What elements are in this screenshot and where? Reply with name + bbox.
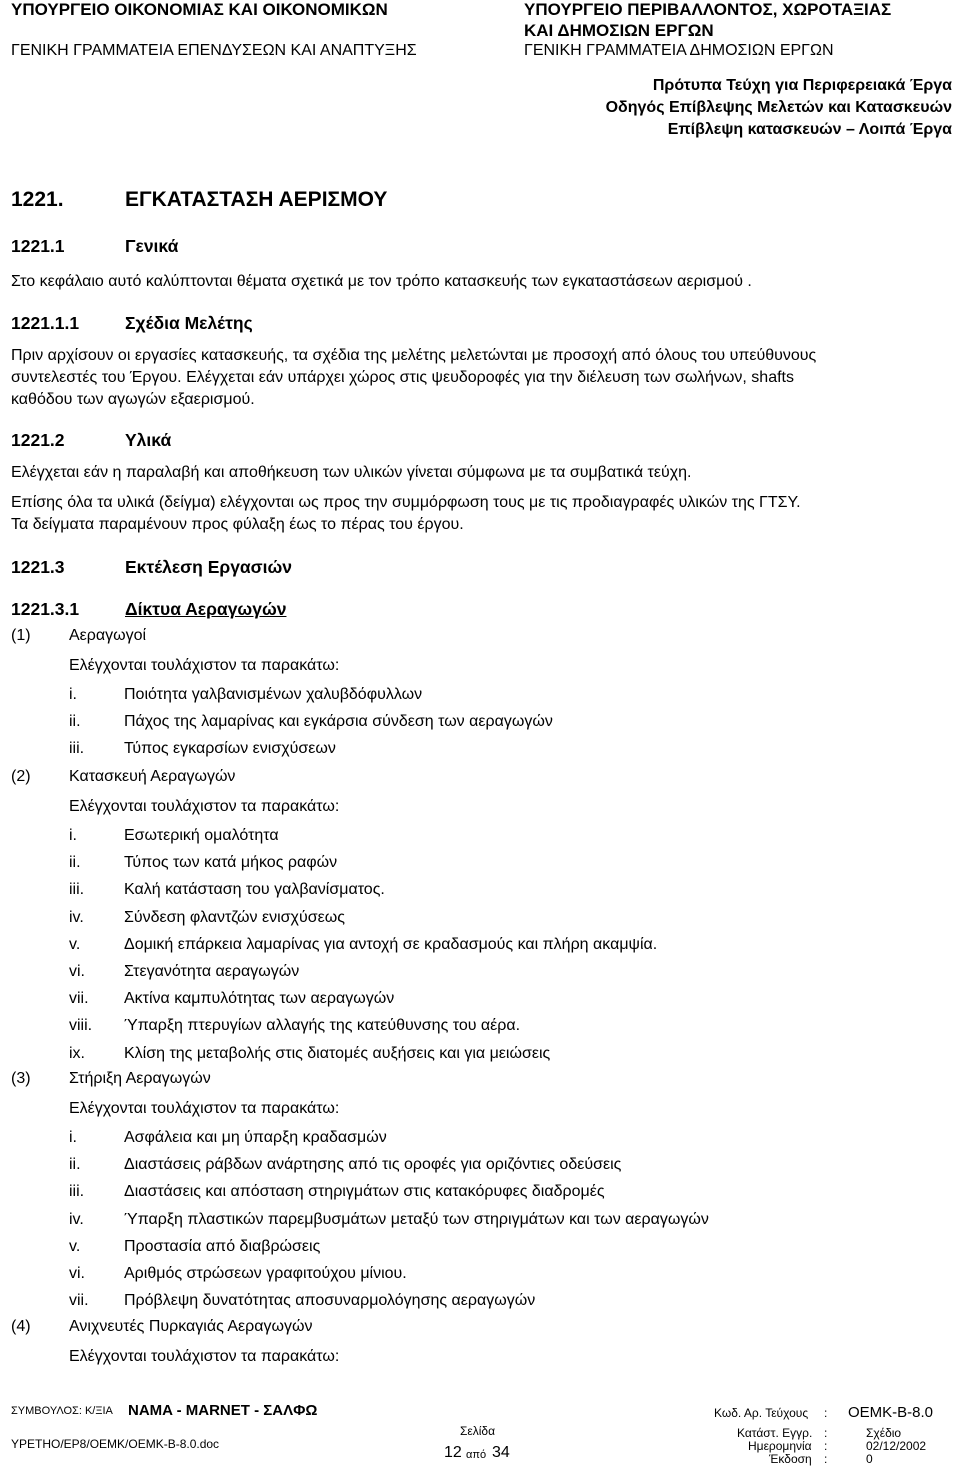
list-item: Εσωτερική ομαλότητα [124,827,279,844]
subsection-title: Δίκτυα Αεραγωγών [125,599,287,619]
list-item-number: vii. [69,1292,89,1310]
list-item: Διαστάσεις ράβδων ανάρτησης από τις οροφές για οριζόντιες οδεύσεις [124,1156,622,1174]
list-item-number: vi. [69,963,85,980]
page-total: 34 [492,1444,510,1461]
list-item-number: ii. [69,1156,81,1174]
left-secretariat: ΓΕΝΙΚΗ ΓΡΑΜΜΑΤΕΙΑ ΕΠΕΝΔΥΣΕΩΝ ΚΑΙ ΑΝΑΠΤΥΞΗΣ [11,42,417,59]
list-item: Πάχος της λαμαρίνας και εγκάρσια σύνδεση των αεραγωγών [124,713,553,731]
colon: : [824,1439,828,1453]
list-item: Δομική επάρκεια λαμαρίνας για αντοχή σε κραδασμούς και πλήρη ακαμψία. [124,935,658,953]
list-item-number: vi. [69,1265,85,1282]
paragraph-line: Τα δείγματα παραμένουν προς φύλαξη έως το πέρας του έργου. [11,516,464,533]
doc-subtitle: Επίβλεψη κατασκευών – Λοιπά Έργα [667,121,952,138]
group-number: (2) [11,768,31,785]
file-name: ΥΡΕΤΗΟ/ΕΡ8/ΟΕΜΚ/ΟΕΜΚ-Β-8.0.doc [11,1437,220,1451]
subsection-number: 1221.2 [11,430,65,450]
advisor-label: ΣΥΜΒΟΥΛΟΣ: Κ/ΞΙΑ [11,1405,113,1417]
list-item: Διαστάσεις και απόσταση στηριγμάτων στις κατακόρυφες διαδρομές [124,1183,605,1201]
paragraph-line: Επίσης όλα τα υλικά (δείγμα) ελέγχονται ως προς την συμμόρφωση τους με τις προδιαγραφές υλικών της ΓΤΣΥ. [11,494,801,511]
group-intro: Ελέγχονται τουλάχιστον τα παρακάτω: [69,1348,340,1365]
subsection-title: Εκτέλεση Εργασιών [125,557,293,577]
list-item-number: ii. [69,713,81,731]
group-intro: Ελέγχονται τουλάχιστον τα παρακάτω: [69,1100,340,1117]
doc-series-title: Πρότυπα Τεύχη για Περιφερειακά Έργα [652,77,952,94]
advisor-name: NAMA - MARNET - ΣΑΛΦΩ [128,1402,318,1419]
edition-value: 0 [866,1452,873,1466]
list-item: Τύπος των κατά μήκος ραφών [124,854,338,872]
list-item-number: iii. [69,881,85,899]
list-item-number: viii. [69,1017,93,1035]
list-item-number: i. [69,686,77,703]
list-item-number: ix. [69,1044,85,1062]
subsection-number: 1221.1 [11,236,65,256]
subsection-number: 1221.3.1 [11,599,80,619]
list-item: Σύνδεση φλαντζών ενισχύσεως [124,908,345,926]
list-item: Κλίση της μεταβολής στις διατομές αυξήσεις και για μειώσεις [124,1044,551,1062]
list-item: Ύπαρξη πτερυγίων αλλαγής της κατεύθυνσης του αέρα. [124,1017,521,1035]
list-item: Αριθμός στρώσεων γραφιτούχου μίνιου. [124,1265,407,1282]
page-label: Σελίδα [460,1424,496,1438]
colon: : [824,1406,828,1420]
date-value: 02/12/2002 [866,1439,927,1453]
group-title: Κατασκευή Αεραγωγών [69,768,236,785]
subsection-title: Υλικά [125,430,172,450]
right-ministry-line2: ΚΑΙ ΔΗΜΟΣΙΩΝ ΕΡΓΩΝ [524,21,714,40]
subsection-number: 1221.1.1 [11,313,80,333]
section-number: 1221. [11,188,64,211]
group-number: (3) [11,1070,31,1087]
list-item: Ακτίνα καμπυλότητας των αεραγωγών [124,990,395,1008]
group-title: Στήριξη Αεραγωγών [69,1070,211,1087]
group-number: (1) [11,627,31,644]
group-number: (4) [11,1318,31,1335]
list-item-number: v. [69,935,81,953]
group-intro: Ελέγχονται τουλάχιστον τα παρακάτω: [69,798,340,815]
paragraph-line: Ελέγχεται εάν η παραλαβή και αποθήκευση των υλικών γίνεται σύμφωνα με τα συμβατικά τεύχη. [11,464,692,481]
code-value: ΟΕΜΚ-Β-8.0 [848,1404,934,1421]
section-title: ΕΓΚΑΤΑΣΤΑΣΗ ΑΕΡΙΣΜΟΥ [125,188,388,211]
list-item: Πρόβλεψη δυνατότητας αποσυναρμολόγησης αεραγωγών [124,1292,536,1310]
list-item: Προστασία από διαβρώσεις [124,1237,321,1255]
subsection-title: Γενικά [125,236,179,256]
colon: : [824,1452,828,1466]
page-of: από [466,1449,487,1461]
paragraph-line: καθόδου των αγωγών εξαερισμού. [11,391,255,408]
list-item-number: iii. [69,1183,85,1201]
list-item-number: ii. [69,854,81,872]
group-intro: Ελέγχονται τουλάχιστον τα παρακάτω: [69,657,340,674]
list-item: Ύπαρξη πλαστικών παρεμβυσμάτων μεταξύ των στηριγμάτων και των αεραγωγών [124,1210,709,1228]
list-item: Ποιότητα γαλβανισμένων χαλυβδόφυλλων [124,686,423,703]
group-title: Αεραγωγοί [69,627,147,644]
subsection-title: Σχέδια Μελέτης [125,313,253,333]
list-item: Καλή κατάσταση του γαλβανίσματος. [124,881,385,899]
group-title: Ανιχνευτές Πυρκαγιάς Αεραγωγών [69,1318,313,1335]
left-ministry: ΥΠΟΥΡΓΕΙΟ ΟΙΚΟΝΟΜΙΑΣ ΚΑΙ ΟΙΚΟΝΟΜΙΚΩΝ [11,0,388,19]
code-label: Κωδ. Αρ. Τεύχους [714,1406,809,1420]
list-item-number: iv. [69,908,84,926]
list-item-number: iv. [69,1210,84,1228]
list-item-number: iii. [69,740,85,758]
colon: : [824,1426,828,1440]
subsection-number: 1221.3 [11,557,65,577]
doc-guide-title: Οδηγός Επίβλεψης Μελετών και Κατασκευών [605,99,952,116]
edition-label: Έκδοση [769,1452,812,1466]
list-item: Ασφάλεια και μη ύπαρξη κραδασμών [124,1129,387,1146]
paragraph: Στο κεφάλαιο αυτό καλύπτονται θέματα σχετικά με τον τρόπο κατασκευής των εγκαταστάσεων αερισμού . [11,273,752,290]
list-item: Στεγανότητα αεραγωγών [124,963,300,980]
right-ministry-line1: ΥΠΟΥΡΓΕΙΟ ΠΕΡΙΒΑΛΛΟΝΤΟΣ, ΧΩΡΟΤΑΞΙΑΣ [524,0,892,19]
paragraph-line: συντελεστές του Έργου. Ελέγχεται εάν υπάρχει χώρος στις ψευδοροφές για την διέλευση των σωλήνων, shafts [11,369,794,386]
page-current: 12 [444,1444,462,1461]
status-label: Κατάστ. Εγγρ. [737,1426,813,1440]
date-label: Ημερομηνία [748,1439,812,1453]
list-item-number: i. [69,827,77,844]
status-value: Σχέδιο [866,1426,902,1440]
list-item-number: i. [69,1129,77,1146]
list-item-number: vii. [69,990,89,1008]
list-item-number: v. [69,1237,81,1255]
list-item: Τύπος εγκαρσίων ενισχύσεων [124,740,336,758]
right-secretariat: ΓΕΝΙΚΗ ΓΡΑΜΜΑΤΕΙΑ ΔΗΜΟΣΙΩΝ ΕΡΓΩΝ [524,42,834,59]
paragraph-line: Πριν αρχίσουν οι εργασίες κατασκευής, τα σχέδια της μελέτης μελετώνται με προσοχή από όλους του υπεύθυνους [11,347,817,364]
